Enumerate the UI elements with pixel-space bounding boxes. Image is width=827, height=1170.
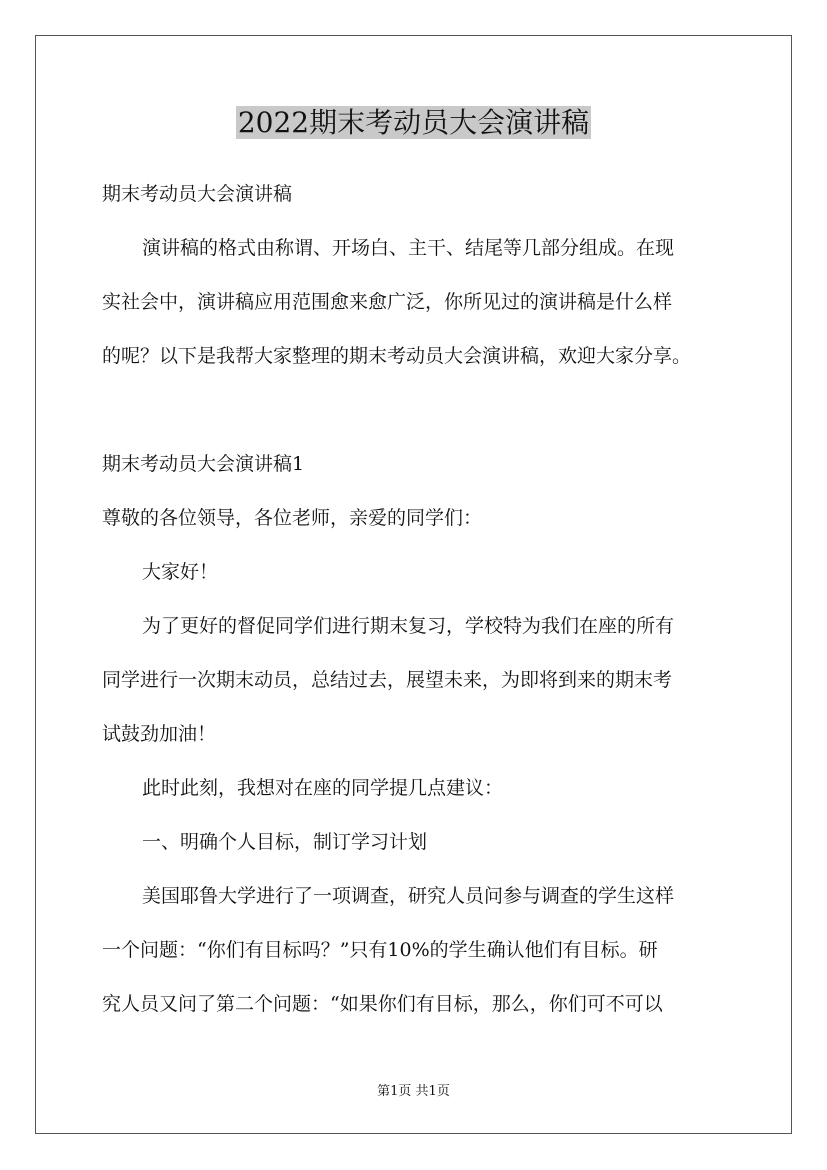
section-heading: 期末考动员大会演讲稿1 xyxy=(102,453,305,475)
subtitle-line: 期末考动员大会演讲稿 xyxy=(102,183,293,205)
paragraph-line: 为了更好的督促同学们进行期末复习，学校特为我们在座的所有 xyxy=(142,615,675,637)
document-title xyxy=(0,101,827,145)
paragraph-line: 美国耶鲁大学进行了一项调查，研究人员问参与调查的学生这样 xyxy=(142,885,675,907)
paragraph-line: 的呢？以下是我帮大家整理的期末考动员大会演讲稿，欢迎大家分享。 xyxy=(102,345,692,367)
greeting-line: 大家好！ xyxy=(142,561,219,583)
paragraph-line: 此时此刻，我想对在座的同学提几点建议： xyxy=(142,777,504,799)
document-title-text: 2022期末考动员大会演讲稿 xyxy=(237,106,590,139)
paragraph-line: 同学进行一次期末动员，总结过去，展望未来，为即将到来的期末考 xyxy=(102,669,673,691)
salutation-line: 尊敬的各位领导，各位老师，亲爱的同学们： xyxy=(102,507,483,529)
page-footer: 第1页 共1页 xyxy=(377,1084,450,1099)
paragraph-line: 究人员又问了第二个问题：“如果你们有目标，那么，你们可不可以 xyxy=(102,993,663,1015)
paragraph-line: 试鼓劲加油！ xyxy=(102,723,217,745)
paragraph-line: 实社会中，演讲稿应用范围愈来愈广泛，你所见过的演讲稿是什么样 xyxy=(102,291,673,313)
subheading-line: 一、明确个人目标，制订学习计划 xyxy=(142,831,428,853)
paragraph-line: 一个问题：“你们有目标吗？”只有10%的学生确认他们有目标。研 xyxy=(102,939,658,961)
paragraph-line: 演讲稿的格式由称谓、开场白、主干、结尾等几部分组成。在现 xyxy=(142,237,675,259)
